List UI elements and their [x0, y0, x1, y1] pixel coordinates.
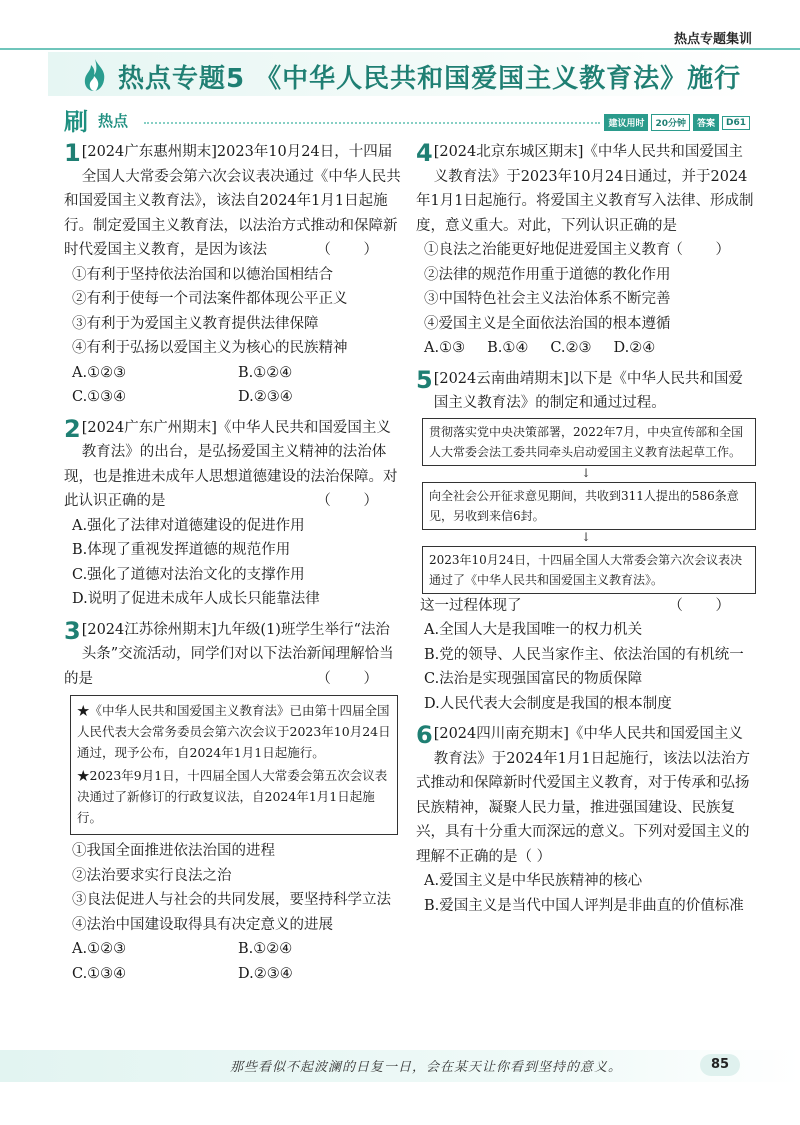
statement-item: ②法治要求实行良法之治	[72, 867, 232, 884]
option-a: A.①②③	[72, 941, 127, 957]
left-column	[64, 140, 404, 992]
question-1	[64, 140, 404, 410]
question-stem: [2024广东广州期末]《中华人民共和国爱国主义教育法》的出台，是弘扬爱国主义精神的法治体现，也是推进未成年人思想道德建设的法治保障。对此认识正确的是	[64, 419, 398, 509]
page-number: 85	[700, 1054, 740, 1076]
question-number: 2	[64, 414, 81, 443]
sub-question: 这一过程体现了	[420, 597, 522, 614]
time-label: 建议用时	[604, 114, 648, 131]
option-d: D.②③④	[238, 389, 293, 405]
option-b: B.①②④	[238, 364, 293, 381]
right-column	[416, 140, 756, 924]
section-badge: 刷	[64, 108, 88, 136]
statement-item: ②有利于使每一个司法案件都体现公平正义	[72, 291, 348, 307]
answer-paren: （ ）	[668, 242, 744, 258]
question-3	[64, 618, 404, 987]
dotted-divider	[144, 122, 600, 124]
answer-paren: （ ）	[668, 597, 744, 614]
question-stem: [2024江苏徐州期末]九年级(1)班学生举行“法治头条”交流活动，同学们对以下法治新闻理解恰当的是	[64, 621, 394, 687]
statement-item: ④法治中国建设取得具有决定意义的进展	[72, 916, 333, 933]
down-arrow-icon: ↓	[580, 465, 592, 480]
statement-item: ③良法促进人与社会的共同发展，要坚持科学立法	[72, 892, 391, 908]
question-stem: [2024广东惠州期末]2023年10月24日，十四届全国人大常委会第六次会议表决通过《中华人民共和国爱国主义教育法》，该法自2024年1月1日起施行。制定爱国主义教育法，以法治方式推动和保障新时代爱国主义教育，是因为该法	[64, 144, 401, 258]
option-d: D.②④	[613, 340, 656, 356]
flame-icon	[80, 58, 110, 92]
section-label: 热点	[98, 112, 129, 130]
question-5	[416, 367, 756, 717]
time-value: 20分钟	[651, 114, 690, 131]
option-c: C.强化了道德对法治文化的支撑作用	[72, 566, 305, 583]
question-number: 4	[416, 139, 433, 167]
news-box	[70, 695, 398, 835]
question-2	[64, 416, 404, 612]
option-a: A.全国人大是我国唯一的权力机关	[424, 622, 643, 638]
answer-page: D61	[722, 116, 750, 130]
flow-step-3: 2023年10月24日，十四届全国人大常委会第六次会议表决通过了《中华人民共和国爱国主义教育法》。	[422, 546, 756, 594]
question-number: 5	[416, 365, 433, 394]
option-c: C.②③	[550, 340, 592, 356]
option-d: D.人民代表大会制度是我国的根本制度	[424, 695, 672, 712]
option-b: B.爱国主义是当代中国人评判是非曲直的价值标准	[424, 897, 744, 914]
option-a: A.①②③	[72, 364, 127, 381]
option-b: B.①②④	[238, 941, 293, 957]
question-stem: [2024四川南充期末]《中华人民共和国爱国主义教育法》于2024年1月1日起施行，该法以法治方式推动和保障新时代爱国主义教育，对于传承和弘扬民族精神，凝聚人民力量，推进强国建设、民族复兴，具有十分重大而深远的意义。下列对爱国主义的理解不正确的是（ ）	[416, 726, 751, 865]
question-6	[416, 722, 756, 918]
question-stem: [2024北京东城区期末]《中华人民共和国爱国主义教育法》于2023年10月24日通过，并于2024年1月1日起施行。将爱国主义教育写入法律、形成制度，意义重大。对此，下列认识正确的是	[416, 144, 754, 234]
option-b: B.①④	[487, 340, 529, 356]
question-number: 1	[64, 139, 81, 167]
title-banner	[48, 52, 752, 96]
answer-label: 答案	[693, 114, 719, 131]
option-c: C.①③④	[72, 965, 127, 982]
header-tag: 热点专题集训	[673, 32, 752, 47]
statement-item: ①有利于坚持依法治国和以德治国相结合	[72, 266, 333, 283]
option-b: B.党的领导、人民当家作主、依法治国的有机统一	[424, 646, 744, 663]
question-4	[416, 140, 756, 361]
question-number: 3	[64, 616, 81, 645]
option-b: B.体现了重视发挥道德的规范作用	[72, 542, 291, 558]
header-divider	[0, 48, 800, 50]
answer-paren: （ ）	[316, 242, 392, 258]
option-d: D.②③④	[238, 965, 293, 982]
option-d: D.说明了促进未成年人成长只能靠法律	[72, 591, 320, 607]
page-title: 热点专题5 《中华人民共和国爱国主义教育法》施行	[118, 64, 742, 94]
footer-motto: 那些看似不起波澜的日复一日，会在某天让你看到坚持的意义。	[230, 1060, 623, 1075]
down-arrow-icon: ↓	[580, 529, 592, 544]
section-header	[64, 100, 750, 134]
statement-item: ④有利于弘扬以爱国主义为核心的民族精神	[72, 340, 348, 356]
question-number: 6	[416, 721, 433, 749]
question-stem: [2024云南曲靖期末]以下是《中华人民共和国爱国主义教育法》的制定和通过过程。	[433, 370, 743, 411]
option-a: A.强化了法律对道德建设的促进作用	[72, 517, 305, 534]
answer-paren: （ ）	[316, 493, 392, 509]
statement-item: ②法律的规范作用重于道德的教化作用	[424, 266, 671, 283]
news-item: ★《中华人民共和国爱国主义教育法》已由第十四届全国人民代表大会常务委员会第六次会议于2023年10月24日通过，现予公布，自2024年1月1日起施行。	[77, 703, 391, 760]
statement-item: ①良法之治能更好地促进爱国主义教育	[424, 242, 671, 258]
flow-step-2: 向全社会公开征求意见期间，共收到311人提出的586条意见，另收到来信6封。	[422, 482, 756, 530]
option-c: C.①③④	[72, 389, 127, 405]
flow-step-1: 贯彻落实党中央决策部署，2022年7月，中央宣传部和全国人大常委会法工委共同牵头启动爱国主义教育法起草工作。	[422, 418, 756, 466]
statement-item: ④爱国主义是全面依法治国的根本遵循	[424, 315, 671, 332]
statement-item: ③有利于为爱国主义教育提供法律保障	[72, 315, 319, 332]
answer-paren: （ ）	[316, 670, 392, 687]
option-a: A.爱国主义是中华民族精神的核心	[424, 873, 643, 889]
statement-item: ①我国全面推进依法治国的进程	[72, 843, 275, 859]
option-a: A.①③	[424, 340, 466, 356]
option-c: C.法治是实现强国富民的物质保障	[424, 671, 643, 687]
statement-item: ③中国特色社会主义法治体系不断完善	[424, 291, 671, 307]
section-meta	[604, 114, 750, 131]
news-item: ★2023年9月1日，十四届全国人大常委会第五次会议表决通过了新修订的行政复议法，自2024年1月1日起施行。	[77, 768, 388, 825]
